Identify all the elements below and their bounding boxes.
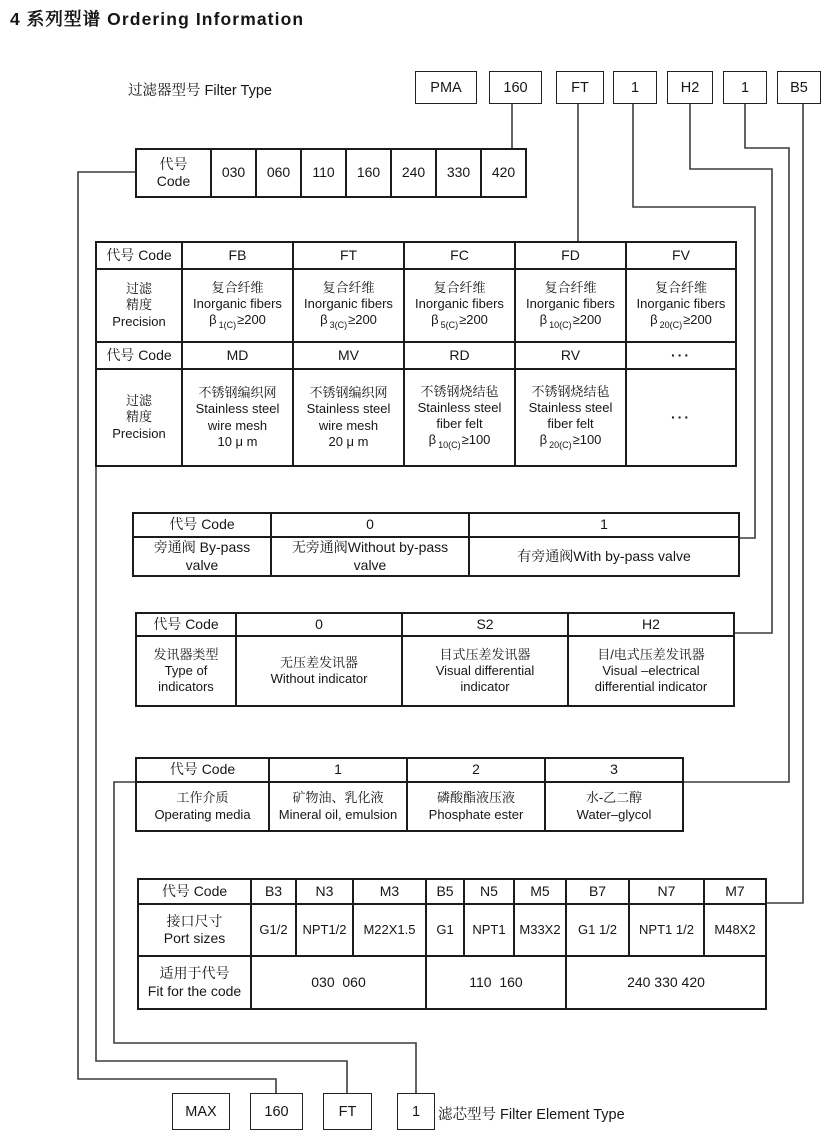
mesh-line: Stainless steel	[528, 399, 613, 415]
fiber-en: Inorganic fibers	[304, 296, 393, 312]
precision-code-cell: RV	[515, 342, 626, 369]
beta-symbol: β	[320, 312, 328, 328]
mesh-line: Stainless steel	[195, 401, 280, 417]
precision-code-cell: MV	[293, 342, 404, 369]
indicator-option-cell	[402, 636, 568, 706]
port-code-cell: M3	[353, 879, 426, 904]
indicator-option-en2: differential indicator	[594, 679, 708, 695]
indicator-option-en2: indicator	[460, 679, 510, 695]
mesh-beta	[518, 432, 623, 451]
bypass-option-cell: 有旁通阀With by-pass valve	[469, 537, 739, 576]
page-title: 4 系列型谱 Ordering Information	[10, 9, 305, 29]
precision-label-en: Precision	[112, 313, 166, 329]
top-code-box-indicator: H2	[667, 71, 713, 104]
port-code-cell: N7	[629, 879, 704, 904]
size-code-table	[135, 148, 527, 198]
port-size-cell: G1	[426, 904, 464, 956]
fiber-zh: 复合纤维	[654, 279, 707, 295]
beta-subscript: 20(C)	[549, 440, 572, 451]
beta-subscript: 20(C)	[659, 319, 683, 330]
size-code-cell: 330	[436, 149, 481, 197]
fiber-cell	[404, 269, 515, 342]
indicator-label-zh: 发讯器类型	[153, 646, 219, 662]
beta-threshold: ≥200	[348, 312, 377, 328]
mesh-line: 10 μ m	[217, 433, 258, 449]
indicator-label-en1: Type of	[164, 662, 208, 678]
indicator-option-en1: Visual –electrical	[602, 662, 700, 678]
port-code-cell: N5	[464, 879, 514, 904]
mesh-cell: ···	[626, 369, 736, 466]
mesh-line: 不锈钢编织网	[309, 385, 388, 400]
indicator-code-cell: S2	[402, 613, 568, 636]
mesh-cell	[515, 369, 626, 466]
filter-type-label: 过滤器型号 Filter Type	[128, 83, 272, 99]
fiber-zh: 复合纤维	[322, 279, 375, 295]
bypass-code-cell: 0	[271, 513, 469, 537]
port-size-cell: NPT1 1/2	[629, 904, 704, 956]
fiber-en: Inorganic fibers	[636, 296, 726, 312]
fiber-beta	[296, 312, 401, 331]
precision-code-cell: RD	[404, 342, 515, 369]
mesh-line: Stainless steel	[417, 399, 502, 415]
precision-code-cell: FV	[626, 242, 736, 269]
fit-label-zh: 适用于代号	[159, 965, 230, 981]
bypass-code-label: 代号 Code	[133, 513, 271, 537]
size-code-cell: 030	[211, 149, 256, 197]
indicator-code-label: 代号 Code	[136, 613, 236, 636]
media-option-zh: 水-乙二醇	[585, 790, 643, 806]
media-option-en: Phosphate ester	[428, 806, 524, 822]
fiber-cell	[626, 269, 736, 342]
beta-symbol: β	[431, 312, 439, 328]
mesh-line: wire mesh	[207, 417, 268, 433]
beta-threshold: ≥100	[572, 432, 602, 448]
precision-label-en: Precision	[112, 425, 166, 441]
precision-code-label: 代号 Code	[96, 342, 182, 369]
bypass-row-label: 旁通阀 By-pass valve	[133, 537, 271, 576]
media-label-en: Operating media	[154, 806, 251, 822]
precision-row-label	[96, 369, 182, 466]
port-code-cell: M5	[514, 879, 566, 904]
beta-subscript: 3(C)	[329, 319, 348, 330]
top-code-box-precision: FT	[556, 71, 604, 104]
top-code-box-series: PMA	[415, 71, 477, 104]
port-size-cell: G1/2	[251, 904, 296, 956]
fiber-en: Inorganic fibers	[415, 296, 504, 312]
media-code-cell: 2	[407, 758, 545, 782]
top-code-box-bypass: 1	[613, 71, 657, 104]
beta-threshold: ≥200	[237, 312, 266, 328]
precision-label-zh2: 精度	[125, 409, 152, 425]
size-code-cell: 060	[256, 149, 301, 197]
port-label-zh: 接口尺寸	[166, 912, 223, 929]
beta-symbol: β	[539, 432, 548, 448]
media-code-cell: 3	[545, 758, 683, 782]
fiber-cell	[182, 269, 293, 342]
beta-threshold: ≥200	[683, 312, 712, 328]
indicator-code-cell: 0	[236, 613, 402, 636]
size-label-en: Code	[156, 173, 191, 189]
fiber-zh: 复合纤维	[433, 279, 486, 295]
beta-threshold: ≥100	[461, 432, 491, 448]
beta-subscript: 10(C)	[438, 440, 461, 451]
port-sizes-table	[137, 878, 767, 1010]
indicator-option-en1: Visual differential	[435, 662, 535, 678]
indicator-label-en2: indicators	[158, 679, 214, 695]
precision-label-zh2: 精度	[125, 297, 152, 313]
mesh-line: 不锈钢编织网	[198, 385, 277, 400]
beta-subscript: 10(C)	[549, 319, 572, 330]
top-code-box-port: B5	[777, 71, 821, 104]
media-option-en: Water–glycol	[576, 806, 652, 822]
media-option-en: Mineral oil, emulsion	[278, 806, 398, 822]
port-code-cell: B7	[566, 879, 629, 904]
indicator-table	[135, 612, 735, 707]
precision-code-cell: FC	[404, 242, 515, 269]
precision-code-cell: FB	[182, 242, 293, 269]
connector-port	[763, 103, 803, 903]
top-code-box-media: 1	[723, 71, 767, 104]
port-code-label: 代号 Code	[138, 879, 251, 904]
media-option-zh: 矿物油、乳化液	[292, 790, 384, 806]
operating-media-table	[135, 757, 684, 832]
beta-symbol: β	[428, 432, 437, 448]
bottom-code-box-size: 160	[250, 1093, 303, 1130]
indicator-option-zh: 目式压差发讯器	[439, 646, 531, 662]
indicator-option-zh: 目/电式压差发讯器	[597, 646, 705, 662]
port-row-label	[138, 904, 251, 956]
precision-table	[95, 241, 737, 467]
mesh-line: 不锈钢烧结毡	[531, 383, 610, 399]
size-table-label	[136, 149, 211, 197]
beta-symbol: β	[539, 312, 548, 328]
mesh-beta	[407, 432, 512, 451]
mesh-cell	[293, 369, 404, 466]
filter-element-type-label: 滤芯型号 Filter Element Type	[438, 1107, 625, 1123]
media-option-cell	[269, 782, 407, 831]
bypass-code-cell: 1	[469, 513, 739, 537]
indicator-code-cell: H2	[568, 613, 734, 636]
indicator-row-label	[136, 636, 236, 706]
fiber-zh: 复合纤维	[544, 279, 597, 295]
port-size-cell: M33X2	[514, 904, 566, 956]
bottom-code-box-precision: FT	[323, 1093, 372, 1130]
indicator-option-en1: Without indicator	[270, 671, 368, 686]
port-size-cell: NPT1/2	[296, 904, 353, 956]
size-label-zh: 代号	[159, 155, 188, 172]
fit-cell: 030 060	[251, 956, 426, 1009]
media-option-cell	[545, 782, 683, 831]
media-option-cell	[407, 782, 545, 831]
fiber-cell	[293, 269, 404, 342]
size-code-cell: 240	[391, 149, 436, 197]
precision-row-label	[96, 269, 182, 342]
indicator-option-cell	[568, 636, 734, 706]
port-size-cell: M48X2	[704, 904, 766, 956]
precision-code-label: 代号 Code	[96, 242, 182, 269]
fit-label-en: Fit for the code	[147, 982, 242, 999]
size-code-cell: 420	[481, 149, 526, 197]
fiber-beta	[407, 312, 512, 331]
precision-label-zh1: 过滤	[125, 281, 152, 297]
mesh-line: Stainless steel	[306, 401, 391, 417]
mesh-line: fiber felt	[436, 416, 483, 432]
beta-threshold: ≥200	[572, 312, 602, 328]
mesh-line: 不锈钢烧结毡	[420, 383, 499, 399]
media-code-label: 代号 Code	[136, 758, 269, 782]
port-code-cell: M7	[704, 879, 766, 904]
fit-cell: 240 330 420	[566, 956, 766, 1009]
fit-row-label	[138, 956, 251, 1009]
fiber-beta	[518, 312, 623, 331]
mesh-cell	[404, 369, 515, 466]
media-row-label	[136, 782, 269, 831]
precision-code-cell: ···	[626, 342, 736, 369]
size-code-cell: 110	[301, 149, 346, 197]
indicator-option-zh: 无压差发讯器	[279, 654, 358, 670]
port-size-cell: M22X1.5	[353, 904, 426, 956]
size-code-cell: 160	[346, 149, 391, 197]
media-label-zh: 工作介质	[176, 790, 229, 806]
beta-threshold: ≥200	[459, 312, 488, 328]
port-code-cell: N3	[296, 879, 353, 904]
mesh-line: fiber felt	[547, 416, 594, 432]
beta-symbol: β	[650, 312, 658, 328]
port-size-cell: G1 1/2	[566, 904, 629, 956]
fit-cell: 110 160	[426, 956, 566, 1009]
fiber-beta	[629, 312, 733, 331]
precision-label-zh1: 过滤	[125, 393, 152, 409]
indicator-option-cell	[236, 636, 402, 706]
mesh-cell	[182, 369, 293, 466]
beta-subscript: 1(C)	[218, 319, 237, 330]
port-label-en: Port sizes	[163, 930, 226, 946]
precision-code-cell: FD	[515, 242, 626, 269]
bottom-code-box-media: 1	[397, 1093, 435, 1130]
port-code-cell: B5	[426, 879, 464, 904]
media-option-zh: 磷酸酯液压液	[436, 790, 515, 806]
fiber-zh: 复合纤维	[211, 279, 264, 295]
bypass-valve-table	[132, 512, 740, 577]
beta-subscript: 5(C)	[440, 319, 459, 330]
bottom-code-box-series: MAX	[172, 1093, 230, 1130]
port-size-cell: NPT1	[464, 904, 514, 956]
media-code-cell: 1	[269, 758, 407, 782]
precision-code-cell: FT	[293, 242, 404, 269]
top-code-box-size: 160	[489, 71, 542, 104]
fiber-en: Inorganic fibers	[193, 296, 282, 312]
fiber-en: Inorganic fibers	[526, 296, 615, 312]
beta-symbol: β	[209, 312, 217, 328]
fiber-cell	[515, 269, 626, 342]
precision-code-cell: MD	[182, 342, 293, 369]
mesh-line: 20 μ m	[328, 433, 369, 449]
mesh-line: wire mesh	[318, 417, 379, 433]
bypass-option-cell: 无旁通阀Without by-pass valve	[271, 537, 469, 576]
port-code-cell: B3	[251, 879, 296, 904]
fiber-beta	[185, 312, 290, 331]
